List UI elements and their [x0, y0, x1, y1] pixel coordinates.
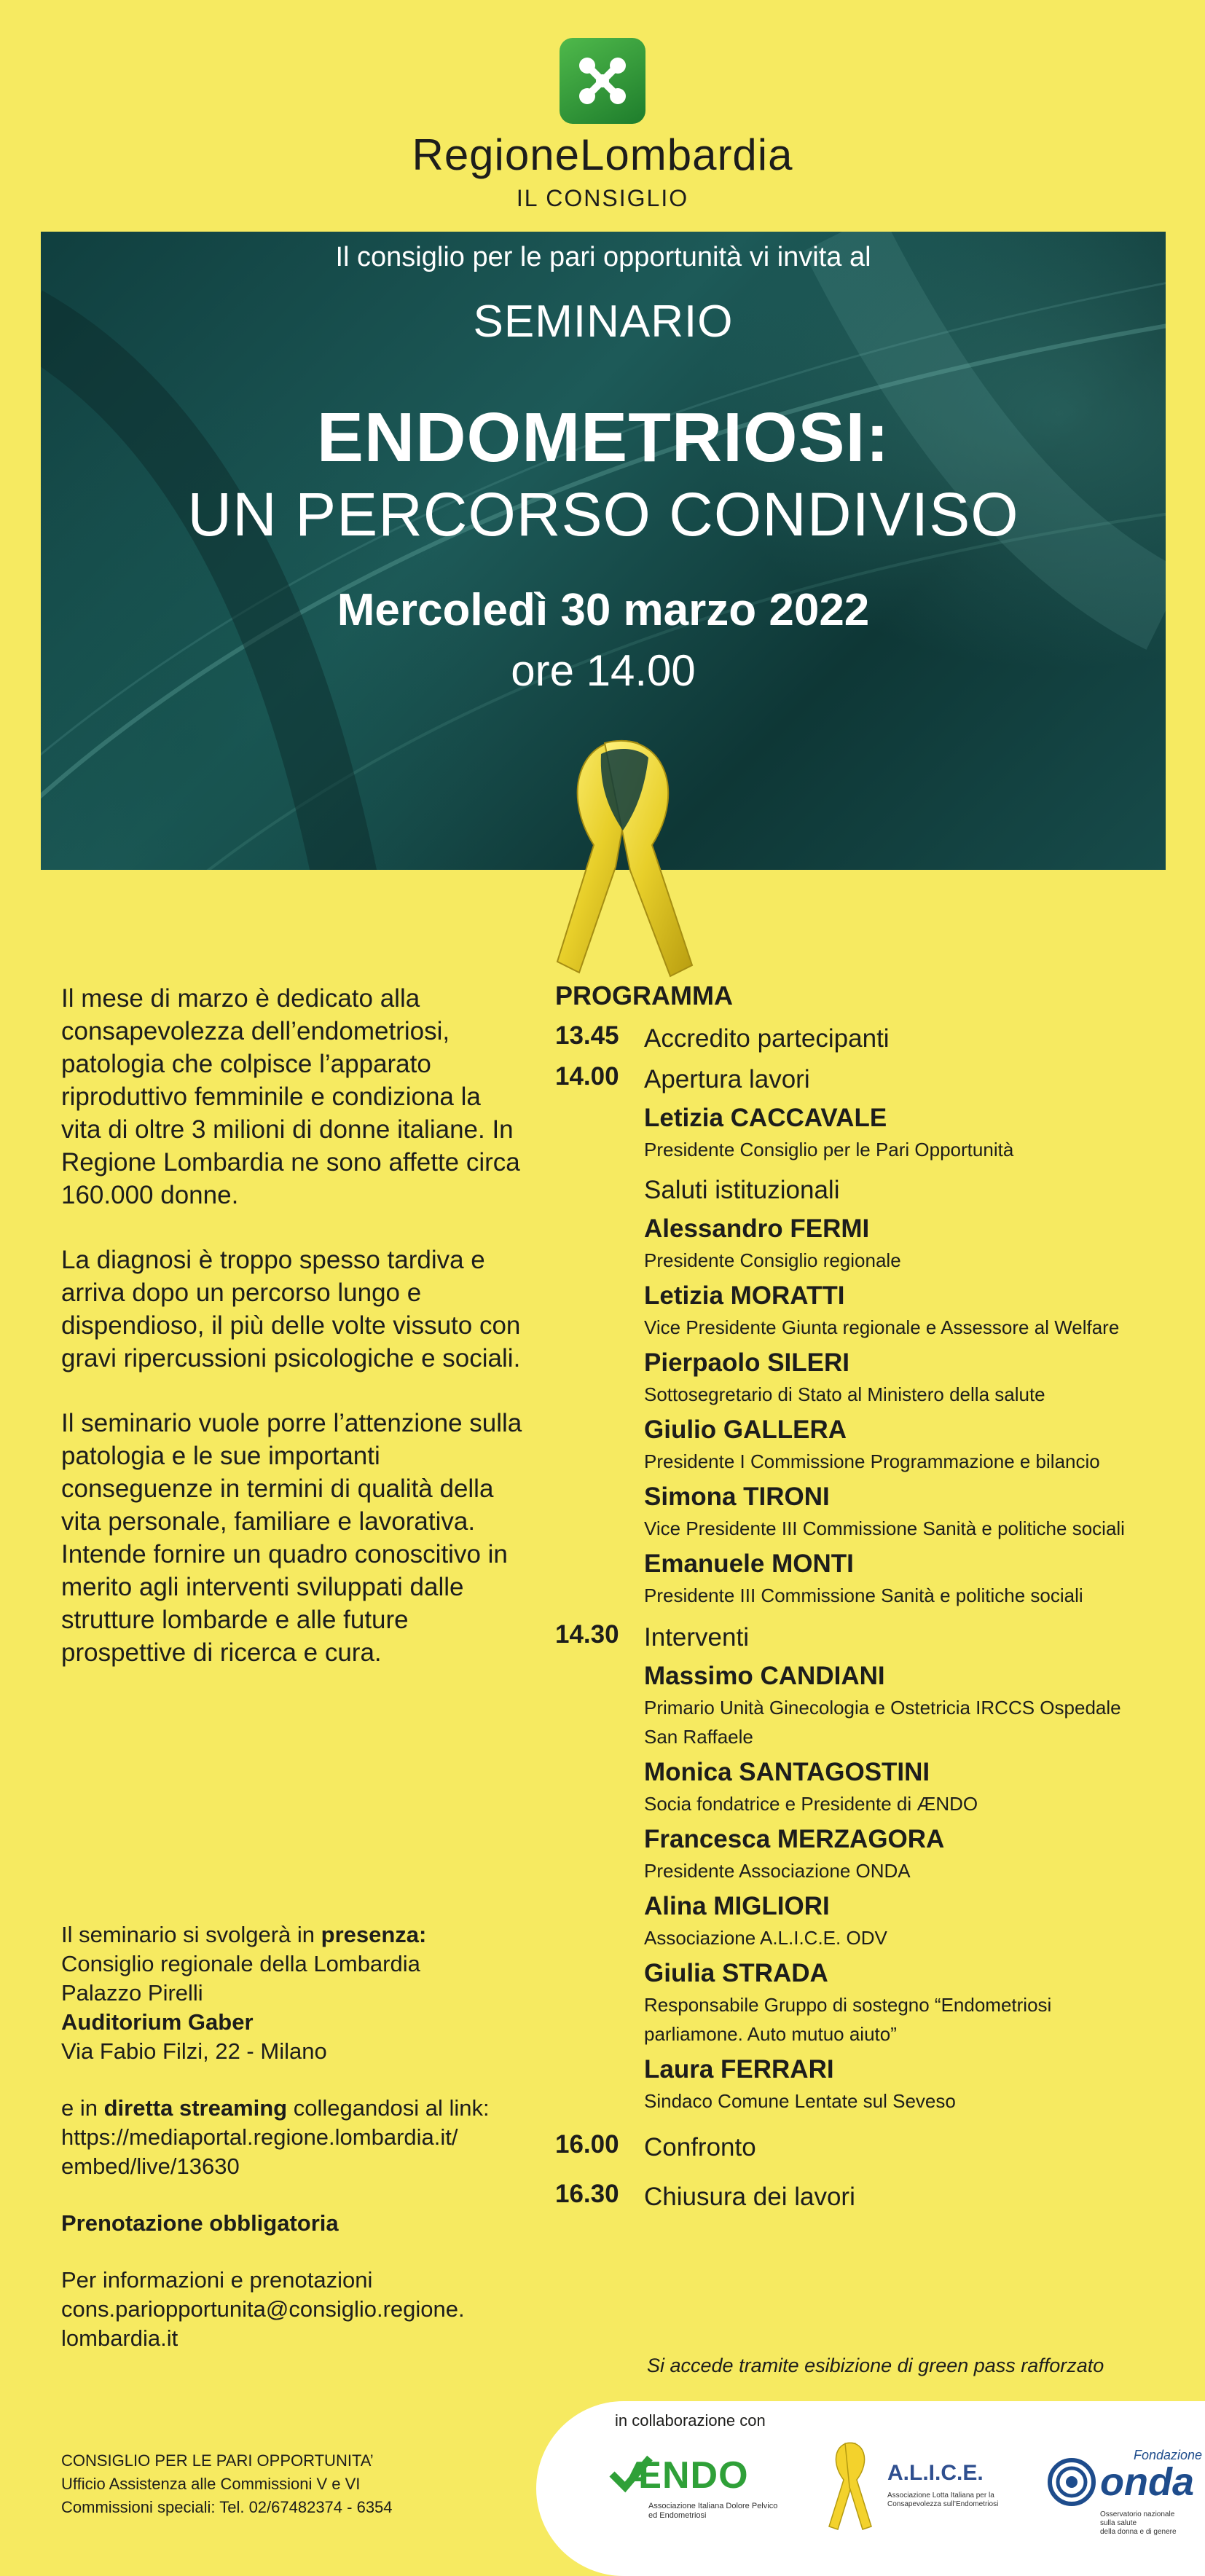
- program-heading: PROGRAMMA: [555, 981, 733, 1010]
- venue-line: Consiglio regionale della Lombardia: [61, 1951, 420, 1976]
- onda-subtitle: [1100, 2510, 1188, 2537]
- onda-logo: [1046, 2439, 1203, 2541]
- speaker-role: Presidente I Commissione Programmazione e bilancio: [644, 1450, 1100, 1472]
- green-pass-note: Si accede tramite esibizione di green pass rafforzato: [647, 2355, 1104, 2376]
- speaker-role: Primario Unità Ginecologia e Ostetricia IRCCS Ospedale: [644, 1697, 1121, 1719]
- speaker-name: Simona TIRONI: [644, 1483, 830, 1511]
- speaker-role: Presidente Associazione ONDA: [644, 1860, 911, 1882]
- speaker-name: Letizia CACCAVALE: [644, 1104, 887, 1132]
- alice-logo: [822, 2439, 1026, 2541]
- speaker: [644, 1212, 1182, 1275]
- footer-line: Commissioni speciali: Tel. 02/67482374 - 6354: [61, 2498, 393, 2516]
- speaker-role: San Raffaele: [644, 1726, 753, 1748]
- speaker-role: Sottosegretario di Stato al Ministero della salute: [644, 1383, 1045, 1405]
- contact-paragraph: [61, 2266, 557, 2353]
- yellow-ribbon-icon: [535, 721, 710, 1013]
- slot-label: Accredito partecipanti: [644, 1024, 890, 1053]
- contact-label: Per informazioni e prenotazioni: [61, 2267, 373, 2293]
- speaker-name: Monica SANTAGOSTINI: [644, 1758, 930, 1786]
- aendo-logo: [609, 2439, 784, 2541]
- streaming-paragraph: [61, 2094, 557, 2181]
- speaker-role: Socia fondatrice e Presidente di ÆNDO: [644, 1793, 978, 1815]
- speaker: [644, 1756, 1182, 1818]
- regione-lombardia-logo: [560, 38, 645, 124]
- speaker: [644, 1660, 1182, 1751]
- intro-paragraph: Il mese di marzo è dedicato alla consapevolezza dell’endometriosi, patologia che colpisce l’apparato riproduttivo femminile e condiziona la vita di oltre 3 milioni di donne italiane. In Regione Lombardia ne sono affette circa 160.000 donne.: [61, 984, 520, 1209]
- contact-email[interactable]: lombardia.it: [61, 2325, 178, 2351]
- footer-contact: [61, 2449, 571, 2519]
- program-slot: [555, 1620, 1182, 1655]
- stream-pre: e in: [61, 2095, 104, 2121]
- speaker-name: Alessandro FERMI: [644, 1214, 870, 1243]
- intro-text: [61, 982, 527, 1701]
- speaker: [644, 1413, 1182, 1476]
- speaker: [644, 2053, 1182, 2116]
- speaker-name: Laura FERRARI: [644, 2055, 834, 2084]
- event-title-line1: ENDOMETRIOSI:: [316, 398, 890, 476]
- speaker-role: Responsabile Gruppo di sostegno “Endometriosi: [644, 1994, 1052, 2016]
- event-title-line2: UN PERCORSO CONDIVISO: [187, 480, 1019, 549]
- slot-label: Interventi: [644, 1623, 749, 1652]
- venue-mode: presenza:: [321, 1922, 427, 1947]
- speaker: [644, 1102, 1182, 1164]
- speaker-role: Associazione A.L.I.C.E. ODV: [644, 1927, 887, 1949]
- slot-time: 13.45: [555, 1021, 619, 1050]
- speaker-name: Emanuele MONTI: [644, 1550, 854, 1578]
- streaming-link[interactable]: https://mediaportal.regione.lombardia.it/: [61, 2124, 458, 2150]
- streaming-link[interactable]: embed/live/13630: [61, 2153, 240, 2179]
- program-slot: [555, 2180, 1182, 2215]
- alice-ribbon-icon: [822, 2439, 880, 2534]
- speaker-name: Alina MIGLIORI: [644, 1892, 830, 1920]
- speaker: [644, 1890, 1182, 1952]
- program-slot: [555, 2130, 1182, 2165]
- onda-name: onda: [1100, 2460, 1194, 2504]
- speaker: [644, 1279, 1182, 1342]
- speaker-name: Letizia MORATTI: [644, 1281, 845, 1310]
- partners-label: in collaborazione con: [615, 2411, 766, 2430]
- onda-fondazione: Fondazione: [1134, 2448, 1203, 2462]
- speaker-name: Pierpaolo SILERI: [644, 1348, 849, 1377]
- onda-sub-line: Osservatorio nazionale sulla salute: [1100, 2510, 1175, 2527]
- rosa-camuna-icon: [570, 48, 635, 114]
- speaker-name: Giulia STRADA: [644, 1959, 828, 1987]
- slot-label: Apertura lavori: [644, 1065, 810, 1093]
- venue-info: [61, 1920, 557, 2381]
- aendo-name: ÆNDO: [624, 2454, 749, 2497]
- contact-email[interactable]: cons.pariopportunita@consiglio.regione.: [61, 2296, 465, 2322]
- slot-label: Confronto: [644, 2133, 756, 2161]
- program-subsection: [555, 1173, 1182, 1208]
- footer-line: CONSIGLIO PER LE PARI OPPORTUNITA’: [61, 2451, 374, 2470]
- stream-post: collegandosi al link:: [287, 2095, 490, 2121]
- speaker: [644, 1547, 1182, 1610]
- alice-name: A.L.I.C.E.: [887, 2461, 984, 2485]
- alice-sub-line: Consapevolezza sull’Endometriosi: [887, 2500, 999, 2508]
- footer-line: Ufficio Assistenza alle Commissioni V e VI: [61, 2475, 361, 2493]
- program-slot: [555, 1021, 1182, 1056]
- event-type: SEMINARIO: [473, 297, 734, 347]
- stream-bold: diretta streaming: [103, 2095, 288, 2121]
- speaker-role: Presidente Consiglio per le Pari Opportunità: [644, 1139, 1014, 1161]
- event-date: Mercoledì 30 marzo 2022: [337, 585, 870, 635]
- slot-time: 16.30: [555, 2180, 619, 2208]
- aendo-sub-line: ed Endometriosi: [648, 2511, 707, 2520]
- speaker: [644, 1480, 1182, 1543]
- event-time: ore 14.00: [511, 646, 696, 695]
- speaker-role: Presidente III Commissione Sanità e politiche sociali: [644, 1585, 1083, 1606]
- slot-time: 16.00: [555, 2130, 619, 2159]
- speaker-role: Vice Presidente Giunta regionale e Assessore al Welfare: [644, 1316, 1120, 1338]
- venue-address: Via Fabio Filzi, 22 - Milano: [61, 2038, 327, 2064]
- header: [0, 0, 1205, 230]
- speaker: [644, 1823, 1182, 1885]
- speaker-role: parliamone. Auto mutuo aiuto”: [644, 2023, 897, 2045]
- program-slot: [555, 1062, 1182, 1097]
- speaker: [644, 1346, 1182, 1409]
- aendo-sub-line: Associazione Italiana Dolore Pelvico: [648, 2502, 778, 2510]
- speaker-role: Vice Presidente III Commissione Sanità e politiche sociali: [644, 1517, 1125, 1539]
- speaker-name: Giulio GALLERA: [644, 1415, 847, 1444]
- alice-sub-line: Associazione Lotta Italiana per la: [887, 2491, 994, 2500]
- venue-paragraph: [61, 1920, 557, 2066]
- venue-auditorium: Auditorium Gaber: [61, 2009, 254, 2035]
- brand-name: RegioneLombardia: [412, 130, 793, 179]
- brand-subtitle: IL CONSIGLIO: [516, 185, 689, 211]
- onda-wave-icon: [1046, 2457, 1097, 2508]
- venue-line: Palazzo Pirelli: [61, 1980, 203, 2006]
- alice-subtitle: [887, 2491, 1018, 2509]
- booking-required: Prenotazione obbligatoria: [61, 2210, 339, 2236]
- slot-time: 14.00: [555, 1062, 619, 1091]
- invite-text: Il consiglio per le pari opportunità vi invita al: [335, 242, 871, 272]
- aendo-subtitle: [648, 2502, 777, 2521]
- slot-label: Chiusura dei lavori: [644, 2183, 855, 2211]
- intro-paragraph: La diagnosi è troppo spesso tardiva e arriva dopo un percorso lungo e dispendioso, il più delle volte vissuto con gravi ripercussioni psicologiche e sociali.: [61, 1246, 521, 1373]
- venue-intro: Il seminario si svolgerà in: [61, 1922, 321, 1947]
- program: [555, 981, 1182, 2215]
- onda-sub-line: della donna e di genere: [1100, 2528, 1177, 2536]
- booking-paragraph: [61, 2209, 557, 2238]
- speaker-name: Francesca MERZAGORA: [644, 1825, 945, 1853]
- speaker-name: Massimo CANDIANI: [644, 1662, 885, 1690]
- speaker-role: Sindaco Comune Lentate sul Seveso: [644, 2090, 956, 2112]
- partners-bar: [536, 2401, 1205, 2576]
- slot-label: Saluti istituzionali: [644, 1176, 840, 1204]
- speaker-role: Presidente Consiglio regionale: [644, 1249, 901, 1271]
- intro-paragraph: Il seminario vuole porre l’attenzione sulla patologia e le sue importanti conseguenze in termini di qualità della vita personale, familiare e lavorativa. Intende fornire un quadro conoscitivo in merito agli interventi sviluppati dalle strutture lombarde e alle future prospettive di ricerca e cura.: [61, 1409, 522, 1667]
- slot-time: 14.30: [555, 1620, 619, 1649]
- speaker: [644, 1957, 1182, 2049]
